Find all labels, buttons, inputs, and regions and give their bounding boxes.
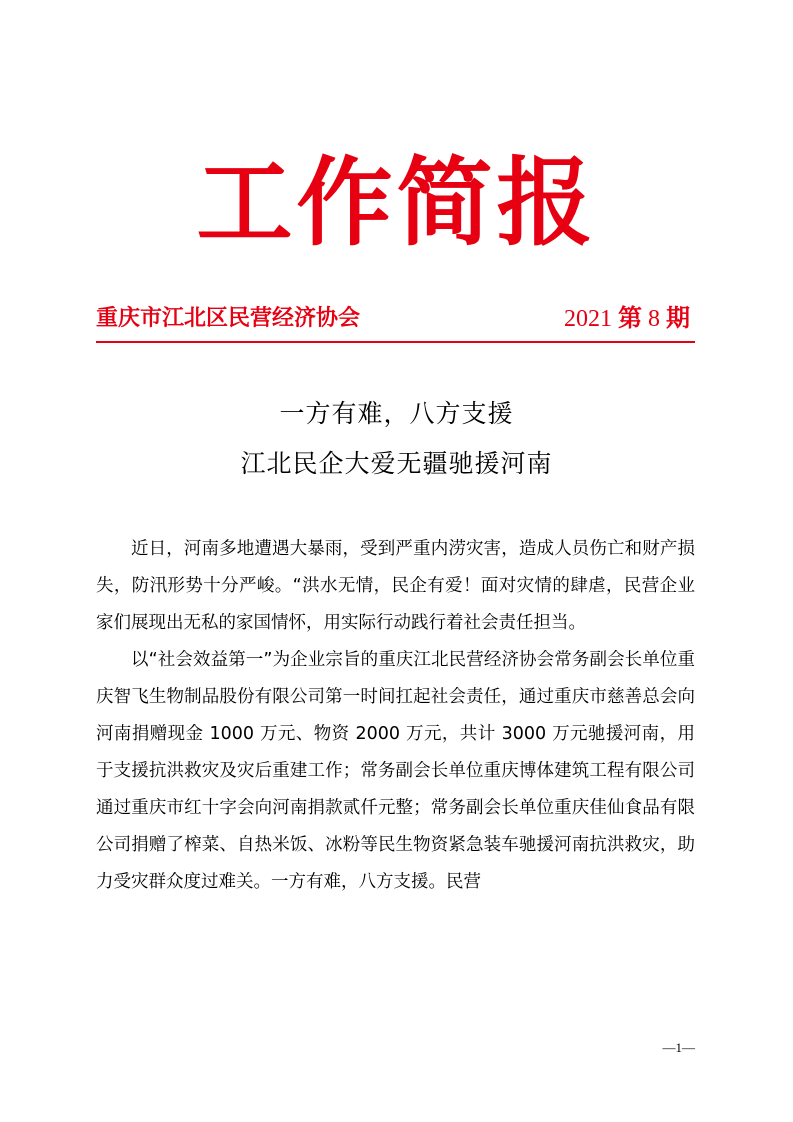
article-body bbox=[96, 531, 695, 901]
organization-name: 重庆市江北区民营经济协会 bbox=[96, 306, 361, 331]
issue-label bbox=[564, 304, 690, 334]
issue-year: 2021 bbox=[564, 306, 612, 332]
paragraph-2: 以“社会效益第一”为企业宗旨的重庆江北民营经济协会常务副会长单位重庆智飞生物制品股份有限公司第一时间扛起社会责任，通过重庆市慈善总会向河南捐赠现金 1000 万元、物资 2000 万元，共计 3000 万元驰援河南，用于支援抗洪救灾及灾后重建工作；常务副会长单位重庆博体建筑工程有限公司通过重庆市红十字会向河南捐款贰仟元整；常务副会长单位重庆佳仙食品有限公司捐赠了榨菜、自热米饭、冰粉等民生物资紧急装车驰援河南抗洪救灾，助力受灾群众度过难关。一方有难，八方支援。民营 bbox=[96, 650, 695, 892]
article-title-line2: 江北民企大爱无疆驰援河南 bbox=[240, 449, 553, 478]
issue-prefix: 第 bbox=[618, 306, 642, 332]
masthead-title: 工作简报 bbox=[196, 147, 597, 259]
header-divider bbox=[96, 341, 695, 343]
paragraph-1: 近日，河南多地遭遇大暴雨，受到严重内涝灾害，造成人员伤亡和财产损失，防汛形势十分严峻。“洪水无情，民企有爱！面对灾情的肆虐，民营企业家们展现出无私的家国情怀，用实际行动践行着社会责任担当。 bbox=[96, 539, 695, 633]
issue-number: 8 bbox=[648, 306, 660, 332]
article-title-line1: 一方有难，八方支援 bbox=[279, 399, 514, 428]
issue-suffix: 期 bbox=[666, 306, 690, 332]
page-number: —1— bbox=[662, 1040, 695, 1055]
